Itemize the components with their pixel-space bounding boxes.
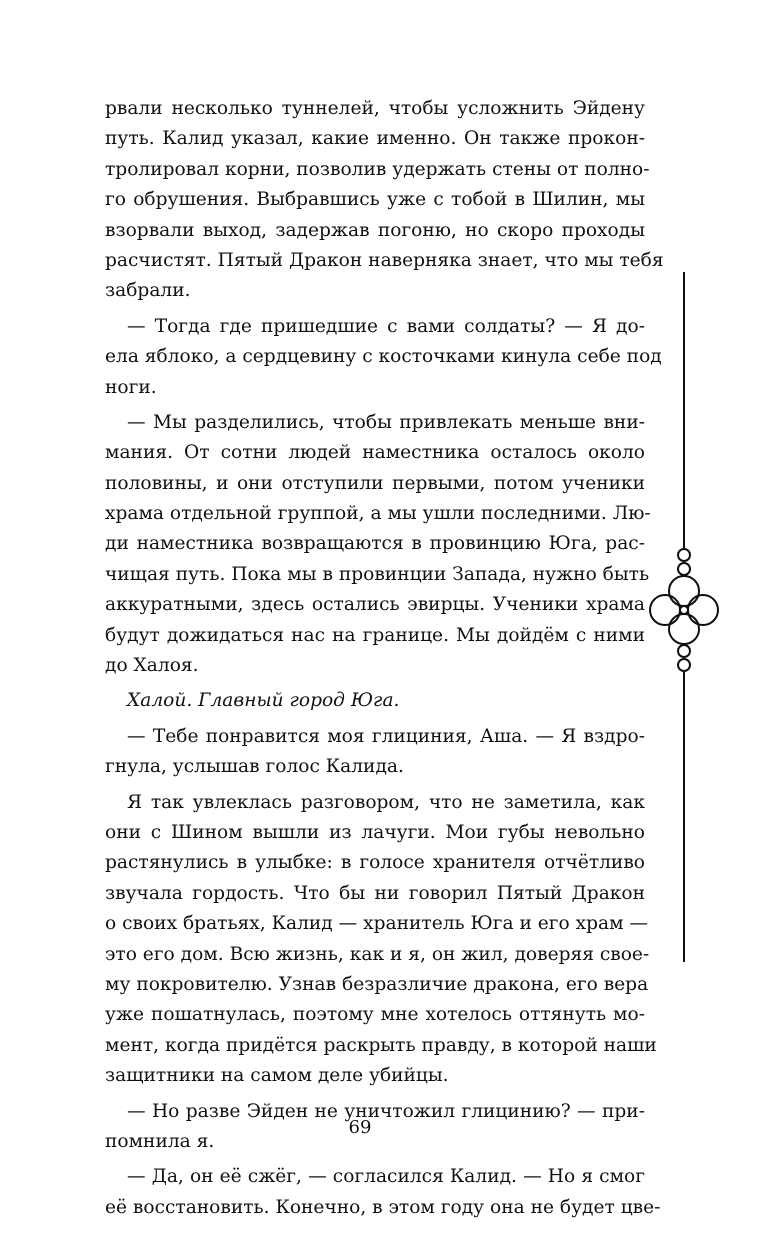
text-line: — Тогда где пришедшие с вами солдаты? — Я до- [127, 315, 645, 337]
text-line: храма отдельной группой, а мы ушли последними. Лю- [105, 503, 651, 525]
text-line: они с Шином вышли из лачуги. Мои губы невольно [105, 821, 645, 843]
text-line: — Но разве Эйден не уничтожил глицинию? — при- [127, 1100, 645, 1122]
text-line: до Халоя. [105, 655, 199, 677]
text-line: Я так увлеклась разговором, что не заметила, как [127, 791, 645, 813]
text-line: ела яблоко, а сердцевину с косточками кинула себе под [105, 346, 662, 368]
text-line: уже пошатнулась, поэтому мне хотелось оттянуть мо- [105, 1004, 645, 1026]
text-line: это его дом. Всю жизнь, как и я, он жил, доверяя свое- [105, 943, 650, 965]
text-line: гнула, услышав голос Калида. [105, 756, 404, 778]
text-line: защитники на самом деле убийцы. [105, 1065, 449, 1087]
text-line: мент, когда придётся раскрыть правду, в которой наши [105, 1034, 657, 1056]
text-line: тролировал корни, позволив удержать стены от полно- [105, 158, 650, 180]
text-line: помнила я. [105, 1130, 215, 1152]
text-line: половины, и они отступили первыми, потом ученики [105, 472, 645, 494]
text-line: её восстановить. Конечно, в этом году она не будет цве- [105, 1196, 661, 1218]
text-line: ноги. [105, 376, 157, 398]
page-number: 69 [348, 1117, 372, 1138]
text-line: аккуратными, здесь остались эвирцы. Ученики храма [105, 594, 645, 616]
knot-flourish-icon [642, 272, 726, 962]
text-line: взорвали выход, задержав погоню, но скоро проходы [105, 219, 645, 241]
text-line: ди наместника возвращаются в провинцию Юга, рас- [105, 533, 645, 555]
text-line: му покровителю. Узнав безразличие дракона, его вера [105, 973, 649, 995]
text-line: — Мы разделились, чтобы привлекать меньше вни- [127, 411, 645, 433]
text-line: путь. Калид указал, какие именно. Он также прокон- [105, 128, 645, 150]
text-line: забрали. [105, 280, 191, 302]
text-line: мания. От сотни людей наместника осталось около [105, 442, 645, 464]
text-line: будут дожидаться нас на границе. Мы дойдём с ними [105, 624, 645, 646]
text-line: рвали несколько туннелей, чтобы усложнить Эйдену [105, 98, 645, 119]
text-line: о своих братьях, Калид — хранитель Юга и его храм — [105, 913, 649, 935]
text-line: чищая путь. Пока мы в провинции Запада, нужно быть [105, 563, 650, 585]
text-line: растянулись в улыбке: в голосе хранителя отчётливо [105, 852, 645, 874]
body-text [105, 94, 664, 1223]
text-line: — Тебе понравится моя глициния, Аша. — Я вздро- [127, 725, 645, 747]
text-line: звучала гордость. Что бы ни говорил Пятый Дракон [105, 882, 645, 904]
text-line: — Да, он её сжёг, — согласился Калид. — Но я смог [127, 1166, 645, 1188]
text-line: расчистят. Пятый Дракон наверняка знает, что мы тебя [105, 249, 664, 271]
text-line: го обрушения. Выбравшись уже с тобой в Шилин, мы [105, 189, 645, 211]
subheading-line: Халой. Главный город Юга. [127, 690, 400, 712]
